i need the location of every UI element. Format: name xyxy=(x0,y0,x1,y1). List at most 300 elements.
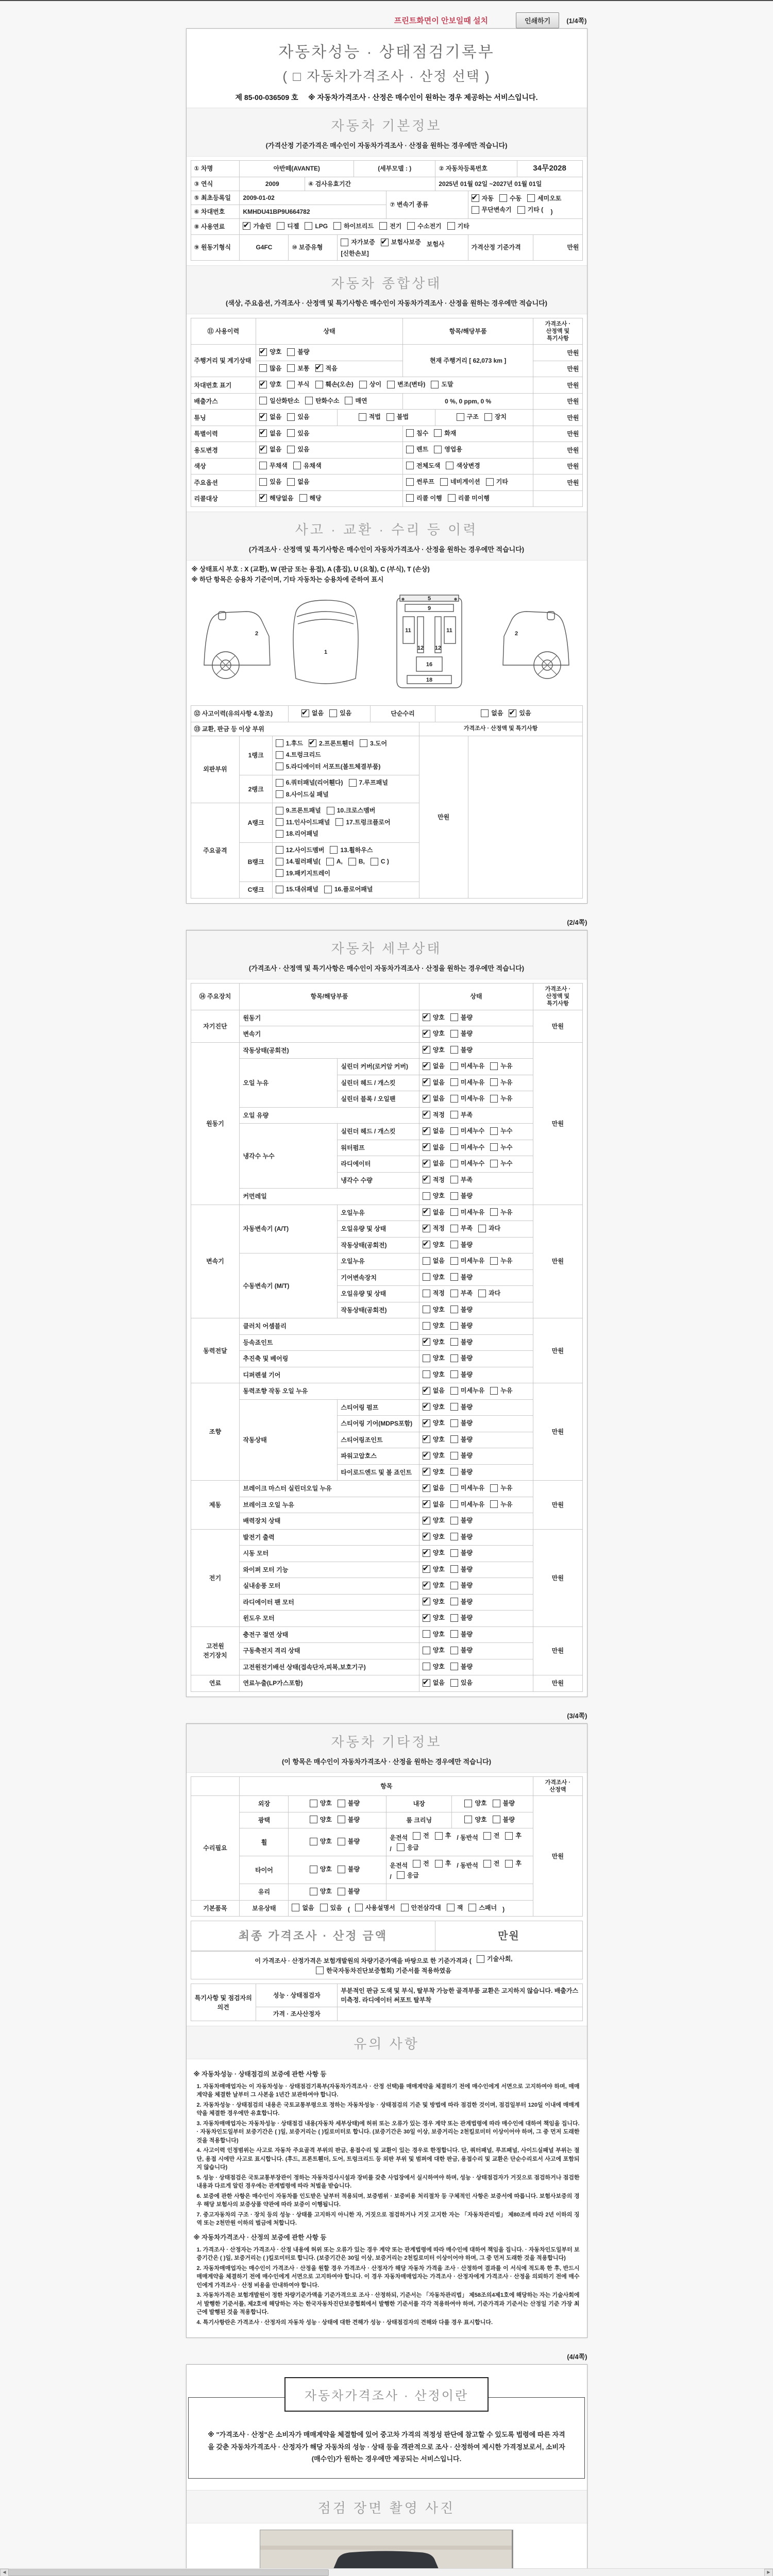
cell-text: 오일 유량 xyxy=(243,1111,269,1119)
checkbox-unchecked-icon[interactable] xyxy=(338,1838,345,1845)
checkbox-unchecked-icon[interactable] xyxy=(450,1419,458,1427)
table-cell xyxy=(338,1221,419,1238)
checkbox-unchecked-icon[interactable] xyxy=(327,807,334,815)
checkbox-unchecked-icon[interactable] xyxy=(450,1484,458,1492)
checkbox-unchecked-icon[interactable] xyxy=(450,1062,458,1070)
checkbox-unchecked-icon[interactable] xyxy=(431,381,439,388)
checkbox-unchecked-icon[interactable] xyxy=(338,1888,345,1895)
checkbox-unchecked-icon[interactable] xyxy=(423,1290,430,1297)
checkbox-checked-icon[interactable] xyxy=(423,1598,430,1605)
window-top-border xyxy=(0,0,773,1)
checkbox-unchecked-icon[interactable] xyxy=(386,413,394,421)
checkbox-unchecked-icon[interactable] xyxy=(450,1273,458,1281)
checkbox-unchecked-icon[interactable] xyxy=(276,779,283,787)
cell-text: ⑧ 사용연료 xyxy=(194,223,225,230)
checkbox-checked-icon[interactable] xyxy=(423,1225,430,1232)
checkbox-unchecked-icon[interactable] xyxy=(490,1484,498,1492)
checkbox-checked-icon[interactable] xyxy=(423,1241,430,1248)
checkbox-unchecked-icon[interactable] xyxy=(287,429,295,437)
checkbox-unchecked-icon[interactable] xyxy=(423,1370,430,1378)
checkbox-unchecked-icon[interactable] xyxy=(450,1290,458,1297)
table-cell xyxy=(338,1448,419,1465)
checkbox-unchecked-icon[interactable] xyxy=(371,858,378,866)
checkbox-unchecked-icon[interactable] xyxy=(490,1160,498,1167)
option-label: 불량 xyxy=(347,1800,360,1807)
checkbox-option xyxy=(448,494,490,503)
checkbox-checked-icon[interactable] xyxy=(423,1338,430,1346)
checkbox-unchecked-icon[interactable] xyxy=(450,1679,458,1687)
cell-text: 라디에이터 팬 모터 xyxy=(243,1598,294,1606)
checkbox-unchecked-icon[interactable] xyxy=(316,1967,324,1974)
checkbox-option xyxy=(483,1859,500,1868)
checkbox-option xyxy=(423,1435,445,1444)
checkbox-checked-icon[interactable] xyxy=(423,1387,430,1395)
checkbox-checked-icon[interactable] xyxy=(423,1582,430,1589)
checkbox-unchecked-icon[interactable] xyxy=(450,1517,458,1524)
checkbox-unchecked-icon[interactable] xyxy=(450,1078,458,1086)
cell-text: 룸 크리닝 xyxy=(406,1816,432,1824)
checkbox-option xyxy=(423,1418,445,1428)
checkbox-unchecked-icon[interactable] xyxy=(287,413,295,421)
checkbox-checked-icon[interactable] xyxy=(423,1533,430,1540)
checkbox-unchecked-icon[interactable] xyxy=(355,1904,363,1911)
checkbox-unchecked-icon[interactable] xyxy=(450,1387,458,1395)
checkbox-unchecked-icon[interactable] xyxy=(305,222,312,230)
checkbox-unchecked-icon[interactable] xyxy=(450,1338,458,1346)
checkbox-unchecked-icon[interactable] xyxy=(450,1208,458,1216)
checkbox-unchecked-icon[interactable] xyxy=(450,1030,458,1038)
checkbox-unchecked-icon[interactable] xyxy=(478,1290,486,1297)
checkbox-unchecked-icon[interactable] xyxy=(490,1500,498,1508)
checkbox-unchecked-icon[interactable] xyxy=(276,869,283,877)
table-cell xyxy=(338,410,435,426)
option-label: 기타 xyxy=(496,478,508,486)
checkbox-checked-icon[interactable] xyxy=(423,1013,430,1021)
checkbox-checked-icon[interactable] xyxy=(259,413,267,421)
checkbox-unchecked-icon[interactable] xyxy=(287,364,295,372)
checkbox-unchecked-icon[interactable] xyxy=(406,462,414,469)
checkbox-unchecked-icon[interactable] xyxy=(440,478,448,486)
checkbox-checked-icon[interactable] xyxy=(423,1160,430,1167)
checkbox-checked-icon[interactable] xyxy=(423,1614,430,1622)
checkbox-option xyxy=(330,845,373,855)
checkbox-checked-icon[interactable] xyxy=(423,1500,430,1508)
legend-line: ※ 하단 항목은 승용차 기준이며, 기타 자동차는 승용차에 준하여 표시 xyxy=(191,575,384,583)
checkbox-unchecked-icon[interactable] xyxy=(484,413,492,421)
option-label: 누유 xyxy=(500,1387,513,1395)
checkbox-unchecked-icon[interactable] xyxy=(276,790,283,798)
checkbox-checked-icon[interactable] xyxy=(423,1127,430,1135)
checkbox-checked-icon[interactable] xyxy=(423,1095,430,1103)
checkbox-unchecked-icon[interactable] xyxy=(401,1904,409,1911)
form-table xyxy=(191,160,583,261)
checkbox-unchecked-icon[interactable] xyxy=(379,222,387,230)
checkbox-unchecked-icon[interactable] xyxy=(490,1095,498,1103)
checkbox-unchecked-icon[interactable] xyxy=(483,1832,491,1840)
price-survey-description-box: ※ "가격조사 · 산정"은 소비자가 매매계약을 체결함에 있어 중고차 가격의 적정성 판단에 참고할 수 있도록 법령에 따른 자격을 갖춘 자동차가격조사 · 산정자가 해당 자동차의 성능 · 상태 등을 객관적으로 조사 · 산정하여 제시한 가격정보로서, 소비자(매수인)가 원하는 경우에만 제공되는 서비스입니다. xyxy=(188,2397,585,2479)
checkbox-unchecked-icon[interactable] xyxy=(406,429,414,437)
checkbox-unchecked-icon[interactable] xyxy=(457,413,464,421)
checkbox-unchecked-icon[interactable] xyxy=(435,1860,443,1868)
checkbox-unchecked-icon[interactable] xyxy=(450,1468,458,1476)
checkbox-unchecked-icon[interactable] xyxy=(493,1816,500,1823)
checkbox-unchecked-icon[interactable] xyxy=(450,1013,458,1021)
checkbox-unchecked-icon[interactable] xyxy=(450,1370,458,1378)
checkbox-unchecked-icon[interactable] xyxy=(423,1192,430,1200)
option-label: 양호 xyxy=(270,381,282,388)
checkbox-checked-icon[interactable] xyxy=(423,1452,430,1460)
checkbox-unchecked-icon[interactable] xyxy=(310,1888,317,1895)
checkbox-unchecked-icon[interactable] xyxy=(450,1354,458,1362)
checkbox-unchecked-icon[interactable] xyxy=(329,709,337,717)
checkbox-checked-icon[interactable] xyxy=(423,1565,430,1573)
checkbox-unchecked-icon[interactable] xyxy=(259,364,267,372)
checkbox-unchecked-icon[interactable] xyxy=(434,429,442,437)
option-label: 색상변경 xyxy=(456,462,480,469)
checkbox-unchecked-icon[interactable] xyxy=(423,1354,430,1362)
table-cell xyxy=(419,1091,533,1108)
checkbox-unchecked-icon[interactable] xyxy=(326,858,334,866)
option-label: 한국자동차진단보증협회) 기준서를 적용하였음 xyxy=(326,1967,451,1974)
checkbox-unchecked-icon[interactable] xyxy=(434,446,442,453)
option-label: 적정 xyxy=(432,1176,445,1183)
checkbox-unchecked-icon[interactable] xyxy=(335,818,343,826)
option-label: 양호 xyxy=(432,1549,445,1557)
checkbox-unchecked-icon[interactable] xyxy=(450,1225,458,1232)
checkbox-unchecked-icon[interactable] xyxy=(406,494,414,502)
checkbox-unchecked-icon[interactable] xyxy=(299,494,307,502)
checkbox-unchecked-icon[interactable] xyxy=(483,1860,491,1868)
checkbox-checked-icon[interactable] xyxy=(472,194,479,202)
checkbox-unchecked-icon[interactable] xyxy=(276,739,283,747)
table-cell xyxy=(289,1856,386,1884)
cell-text: 휠 xyxy=(261,1838,267,1846)
checkbox-unchecked-icon[interactable] xyxy=(450,1306,458,1313)
checkbox-checked-icon[interactable] xyxy=(423,1403,430,1411)
checkbox-checked-icon[interactable] xyxy=(423,1484,430,1492)
checkbox-checked-icon[interactable] xyxy=(259,429,267,437)
checkbox-checked-icon[interactable] xyxy=(423,1078,430,1086)
option-label: 양호 xyxy=(432,1241,445,1248)
checkbox-checked-icon[interactable] xyxy=(423,1679,430,1687)
option-label: 있음 xyxy=(297,446,310,453)
checkbox-unchecked-icon[interactable] xyxy=(287,446,295,453)
checkbox-unchecked-icon[interactable] xyxy=(450,1598,458,1605)
svg-text:9: 9 xyxy=(427,605,431,612)
checkbox-unchecked-icon[interactable] xyxy=(423,1647,430,1654)
checkbox-unchecked-icon[interactable] xyxy=(276,846,283,854)
checkbox-unchecked-icon[interactable] xyxy=(310,1800,317,1807)
checkbox-unchecked-icon[interactable] xyxy=(450,1630,458,1638)
checkbox-checked-icon[interactable] xyxy=(301,709,309,717)
table-cell xyxy=(240,983,419,1010)
checkbox-unchecked-icon[interactable] xyxy=(490,1078,498,1086)
scroll-right-arrow-icon[interactable]: ▶ xyxy=(764,2569,773,2576)
checkbox-checked-icon[interactable] xyxy=(423,1468,430,1476)
checkbox-unchecked-icon[interactable] xyxy=(450,1046,458,1054)
option-label: 양호 xyxy=(432,1614,445,1622)
checkbox-option xyxy=(450,1240,473,1249)
checkbox-unchecked-icon[interactable] xyxy=(450,1111,458,1118)
checkbox-checked-icon[interactable] xyxy=(423,1419,430,1427)
checkbox-option xyxy=(450,1597,473,1606)
checkbox-unchecked-icon[interactable] xyxy=(423,1306,430,1313)
option-label: 양호 xyxy=(432,1013,445,1021)
checkbox-checked-icon[interactable] xyxy=(243,222,250,230)
checkbox-option xyxy=(276,778,343,787)
checkbox-checked-icon[interactable] xyxy=(309,739,316,747)
checkbox-unchecked-icon[interactable] xyxy=(447,1904,455,1911)
checkbox-unchecked-icon[interactable] xyxy=(450,1127,458,1135)
checkbox-unchecked-icon[interactable] xyxy=(276,858,283,866)
checkbox-unchecked-icon[interactable] xyxy=(450,1322,458,1330)
table-cell xyxy=(191,1675,240,1692)
checkbox-unchecked-icon[interactable] xyxy=(360,739,367,747)
checkbox-unchecked-icon[interactable] xyxy=(450,1095,458,1103)
checkbox-unchecked-icon[interactable] xyxy=(450,1192,458,1200)
checkbox-unchecked-icon[interactable] xyxy=(310,1838,317,1845)
checkbox-unchecked-icon[interactable] xyxy=(517,206,525,214)
checkbox-unchecked-icon[interactable] xyxy=(505,1860,513,1868)
checkbox-unchecked-icon[interactable] xyxy=(490,1257,498,1265)
svg-text:2: 2 xyxy=(255,631,259,637)
checkbox-option xyxy=(276,806,321,815)
checkbox-unchecked-icon[interactable] xyxy=(406,446,414,453)
checkbox-checked-icon[interactable] xyxy=(259,348,267,356)
checkbox-option xyxy=(329,708,351,718)
checkbox-unchecked-icon[interactable] xyxy=(276,818,283,826)
checkbox-unchecked-icon[interactable] xyxy=(450,1143,458,1151)
checkbox-unchecked-icon[interactable] xyxy=(276,830,283,838)
checkbox-unchecked-icon[interactable] xyxy=(450,1647,458,1654)
checkbox-unchecked-icon[interactable] xyxy=(310,1816,317,1823)
table-cell xyxy=(240,191,386,205)
checkbox-checked-icon[interactable] xyxy=(423,1517,430,1524)
checkbox-unchecked-icon[interactable] xyxy=(348,858,356,866)
option-label: 불량 xyxy=(460,1273,473,1281)
checkbox-unchecked-icon[interactable] xyxy=(315,381,323,388)
checkbox-option xyxy=(483,1831,500,1840)
checkbox-unchecked-icon[interactable] xyxy=(259,462,267,469)
option-label: LPG xyxy=(315,222,328,230)
checkbox-unchecked-icon[interactable] xyxy=(450,1663,458,1670)
cell-text: 가격조사 · 산정액 및 특기사항 xyxy=(545,320,570,342)
checkbox-unchecked-icon[interactable] xyxy=(277,222,284,230)
cell-text: 만원 xyxy=(551,1428,564,1436)
checkbox-unchecked-icon[interactable] xyxy=(292,1904,299,1911)
checkbox-unchecked-icon[interactable] xyxy=(423,1630,430,1638)
checkbox-unchecked-icon[interactable] xyxy=(338,1816,345,1823)
checkbox-option xyxy=(423,1061,445,1071)
checkbox-unchecked-icon[interactable] xyxy=(413,1860,421,1868)
svg-text:12: 12 xyxy=(417,645,424,652)
option-label: 적음 xyxy=(325,364,338,372)
checkbox-unchecked-icon[interactable] xyxy=(481,709,489,717)
checkbox-unchecked-icon[interactable] xyxy=(349,779,357,787)
inline-text: ( xyxy=(347,1906,350,1913)
checkbox-unchecked-icon[interactable] xyxy=(330,846,338,854)
option-label: 해당 xyxy=(309,494,322,502)
checkbox-unchecked-icon[interactable] xyxy=(450,1176,458,1183)
checkbox-unchecked-icon[interactable] xyxy=(359,381,367,388)
option-label: 있음 xyxy=(297,413,310,421)
checkbox-unchecked-icon[interactable] xyxy=(338,1866,345,1873)
checkbox-unchecked-icon[interactable] xyxy=(499,194,507,202)
cell-text: 만원 xyxy=(567,463,579,470)
checkbox-option xyxy=(292,1903,314,1912)
checkbox-unchecked-icon[interactable] xyxy=(490,1127,498,1135)
inline-text: / xyxy=(390,1873,392,1881)
section-title: 자동차 종합상태 xyxy=(331,275,442,291)
checkbox-unchecked-icon[interactable] xyxy=(287,381,295,388)
option-label: 기타 ( xyxy=(527,206,544,213)
checkbox-checked-icon[interactable] xyxy=(259,446,267,453)
checkbox-unchecked-icon[interactable] xyxy=(450,1565,458,1573)
checkbox-unchecked-icon[interactable] xyxy=(359,413,366,421)
checkbox-unchecked-icon[interactable] xyxy=(450,1403,458,1411)
checkbox-unchecked-icon[interactable] xyxy=(450,1257,458,1265)
checkbox-unchecked-icon[interactable] xyxy=(287,478,295,486)
table-cell xyxy=(191,1796,240,1901)
checkbox-checked-icon[interactable] xyxy=(423,1549,430,1557)
checkbox-checked-icon[interactable] xyxy=(423,1030,430,1038)
checkbox-unchecked-icon[interactable] xyxy=(287,348,295,356)
checkbox-unchecked-icon[interactable] xyxy=(477,1955,484,1963)
checkbox-unchecked-icon[interactable] xyxy=(423,1322,430,1330)
section-banner-etc xyxy=(187,1724,587,1773)
checkbox-unchecked-icon[interactable] xyxy=(338,1800,345,1807)
checkbox-unchecked-icon[interactable] xyxy=(446,462,453,469)
checkbox-option xyxy=(450,1013,473,1022)
checkbox-unchecked-icon[interactable] xyxy=(490,1143,498,1151)
cell-text: 차대번호 표기 xyxy=(194,381,232,389)
checkbox-checked-icon[interactable] xyxy=(423,1046,430,1054)
checkbox-option xyxy=(472,194,494,203)
checkbox-option xyxy=(305,222,328,231)
checkbox-unchecked-icon[interactable] xyxy=(490,1062,498,1070)
checkbox-unchecked-icon[interactable] xyxy=(450,1533,458,1540)
cell-text: ⑫ 사고이력(유의사항 4.참조) xyxy=(194,710,273,718)
table-cell xyxy=(419,1253,533,1270)
checkbox-checked-icon[interactable] xyxy=(315,364,323,372)
checkbox-checked-icon[interactable] xyxy=(259,381,267,388)
checkbox-unchecked-icon[interactable] xyxy=(276,807,283,815)
checkbox-unchecked-icon[interactable] xyxy=(450,1452,458,1460)
checkbox-checked-icon[interactable] xyxy=(509,709,516,717)
scroll-left-arrow-icon[interactable]: ◀ xyxy=(0,2569,9,2576)
scrollbar-thumb[interactable] xyxy=(8,2569,329,2576)
checkbox-unchecked-icon[interactable] xyxy=(406,478,414,486)
checkbox-option xyxy=(490,1500,512,1509)
table-cell xyxy=(338,1205,419,1221)
checkbox-unchecked-icon[interactable] xyxy=(293,462,301,469)
checkbox-unchecked-icon[interactable] xyxy=(450,1241,458,1248)
checkbox-unchecked-icon[interactable] xyxy=(450,1614,458,1622)
checkbox-unchecked-icon[interactable] xyxy=(448,494,456,502)
checkbox-checked-icon[interactable] xyxy=(423,1111,430,1118)
checkbox-checked-icon[interactable] xyxy=(423,1062,430,1070)
checkbox-unchecked-icon[interactable] xyxy=(490,1208,498,1216)
table-cell xyxy=(256,361,403,377)
cell-text: 만원 xyxy=(567,381,579,389)
checkbox-unchecked-icon[interactable] xyxy=(305,397,313,404)
checkbox-unchecked-icon[interactable] xyxy=(259,478,267,486)
table-cell xyxy=(403,393,533,410)
checkbox-unchecked-icon[interactable] xyxy=(486,478,494,486)
checkbox-unchecked-icon[interactable] xyxy=(450,1160,458,1167)
checkbox-unchecked-icon[interactable] xyxy=(333,222,341,230)
checkbox-unchecked-icon[interactable] xyxy=(397,1843,405,1851)
cell-text: 외장 xyxy=(258,1800,271,1808)
option-label: 불량 xyxy=(460,1647,473,1654)
checkbox-unchecked-icon[interactable] xyxy=(464,1800,472,1807)
checkbox-unchecked-icon[interactable] xyxy=(450,1582,458,1589)
checkbox-unchecked-icon[interactable] xyxy=(505,1832,513,1840)
checkbox-unchecked-icon[interactable] xyxy=(450,1549,458,1557)
checkbox-option xyxy=(316,1966,451,1975)
checkbox-unchecked-icon[interactable] xyxy=(450,1435,458,1443)
checkbox-checked-icon[interactable] xyxy=(423,1435,430,1443)
option-label: 적정 xyxy=(432,1111,445,1118)
checkbox-option xyxy=(505,1831,522,1840)
checkbox-option xyxy=(326,857,343,866)
checkbox-unchecked-icon[interactable] xyxy=(276,886,283,893)
checkbox-unchecked-icon[interactable] xyxy=(472,206,479,214)
inline-text: / 동반석 xyxy=(457,1834,478,1841)
table-cell xyxy=(191,722,419,736)
option-label: 양호 xyxy=(432,1468,445,1476)
checkbox-unchecked-icon[interactable] xyxy=(450,1500,458,1508)
checkbox-option xyxy=(450,1289,473,1298)
checkbox-checked-icon[interactable] xyxy=(423,1176,430,1183)
cell-text: 실린더 커버(로커암 커버) xyxy=(341,1063,408,1071)
checkbox-unchecked-icon[interactable] xyxy=(276,762,283,770)
checkbox-checked-icon[interactable] xyxy=(423,1143,430,1151)
table-cell xyxy=(517,161,582,177)
checkbox-unchecked-icon[interactable] xyxy=(527,194,535,202)
checkbox-unchecked-icon[interactable] xyxy=(447,222,455,230)
checkbox-checked-icon[interactable] xyxy=(423,1208,430,1216)
checkbox-unchecked-icon[interactable] xyxy=(341,239,348,246)
checkbox-unchecked-icon[interactable] xyxy=(478,1225,486,1232)
checkbox-unchecked-icon[interactable] xyxy=(464,1816,472,1823)
checkbox-unchecked-icon[interactable] xyxy=(468,1904,476,1911)
checkbox-unchecked-icon[interactable] xyxy=(413,1832,421,1840)
checkbox-unchecked-icon[interactable] xyxy=(423,1273,430,1281)
checkbox-unchecked-icon[interactable] xyxy=(397,1871,405,1879)
checkbox-unchecked-icon[interactable] xyxy=(407,222,415,230)
checkbox-option xyxy=(493,1799,515,1808)
print-button[interactable]: 인쇄하기 xyxy=(516,12,559,28)
checkbox-unchecked-icon[interactable] xyxy=(324,886,332,893)
horizontal-scrollbar[interactable] xyxy=(0,2568,773,2576)
checkbox-unchecked-icon[interactable] xyxy=(276,751,283,759)
checkbox-unchecked-icon[interactable] xyxy=(320,1904,328,1911)
checkbox-unchecked-icon[interactable] xyxy=(423,1663,430,1670)
cell-text: 변속기 xyxy=(243,1030,261,1038)
checkbox-unchecked-icon[interactable] xyxy=(259,397,267,404)
checkbox-checked-icon[interactable] xyxy=(259,494,267,502)
checkbox-unchecked-icon[interactable] xyxy=(490,1387,498,1395)
checkbox-unchecked-icon[interactable] xyxy=(435,1832,443,1840)
checkbox-unchecked-icon[interactable] xyxy=(387,381,395,388)
checkbox-option xyxy=(450,1224,473,1233)
checkbox-unchecked-icon[interactable] xyxy=(310,1866,317,1873)
checkbox-unchecked-icon[interactable] xyxy=(423,1257,430,1265)
checkbox-checked-icon[interactable] xyxy=(381,239,389,246)
checkbox-unchecked-icon[interactable] xyxy=(345,397,352,404)
checkbox-unchecked-icon[interactable] xyxy=(493,1800,500,1807)
